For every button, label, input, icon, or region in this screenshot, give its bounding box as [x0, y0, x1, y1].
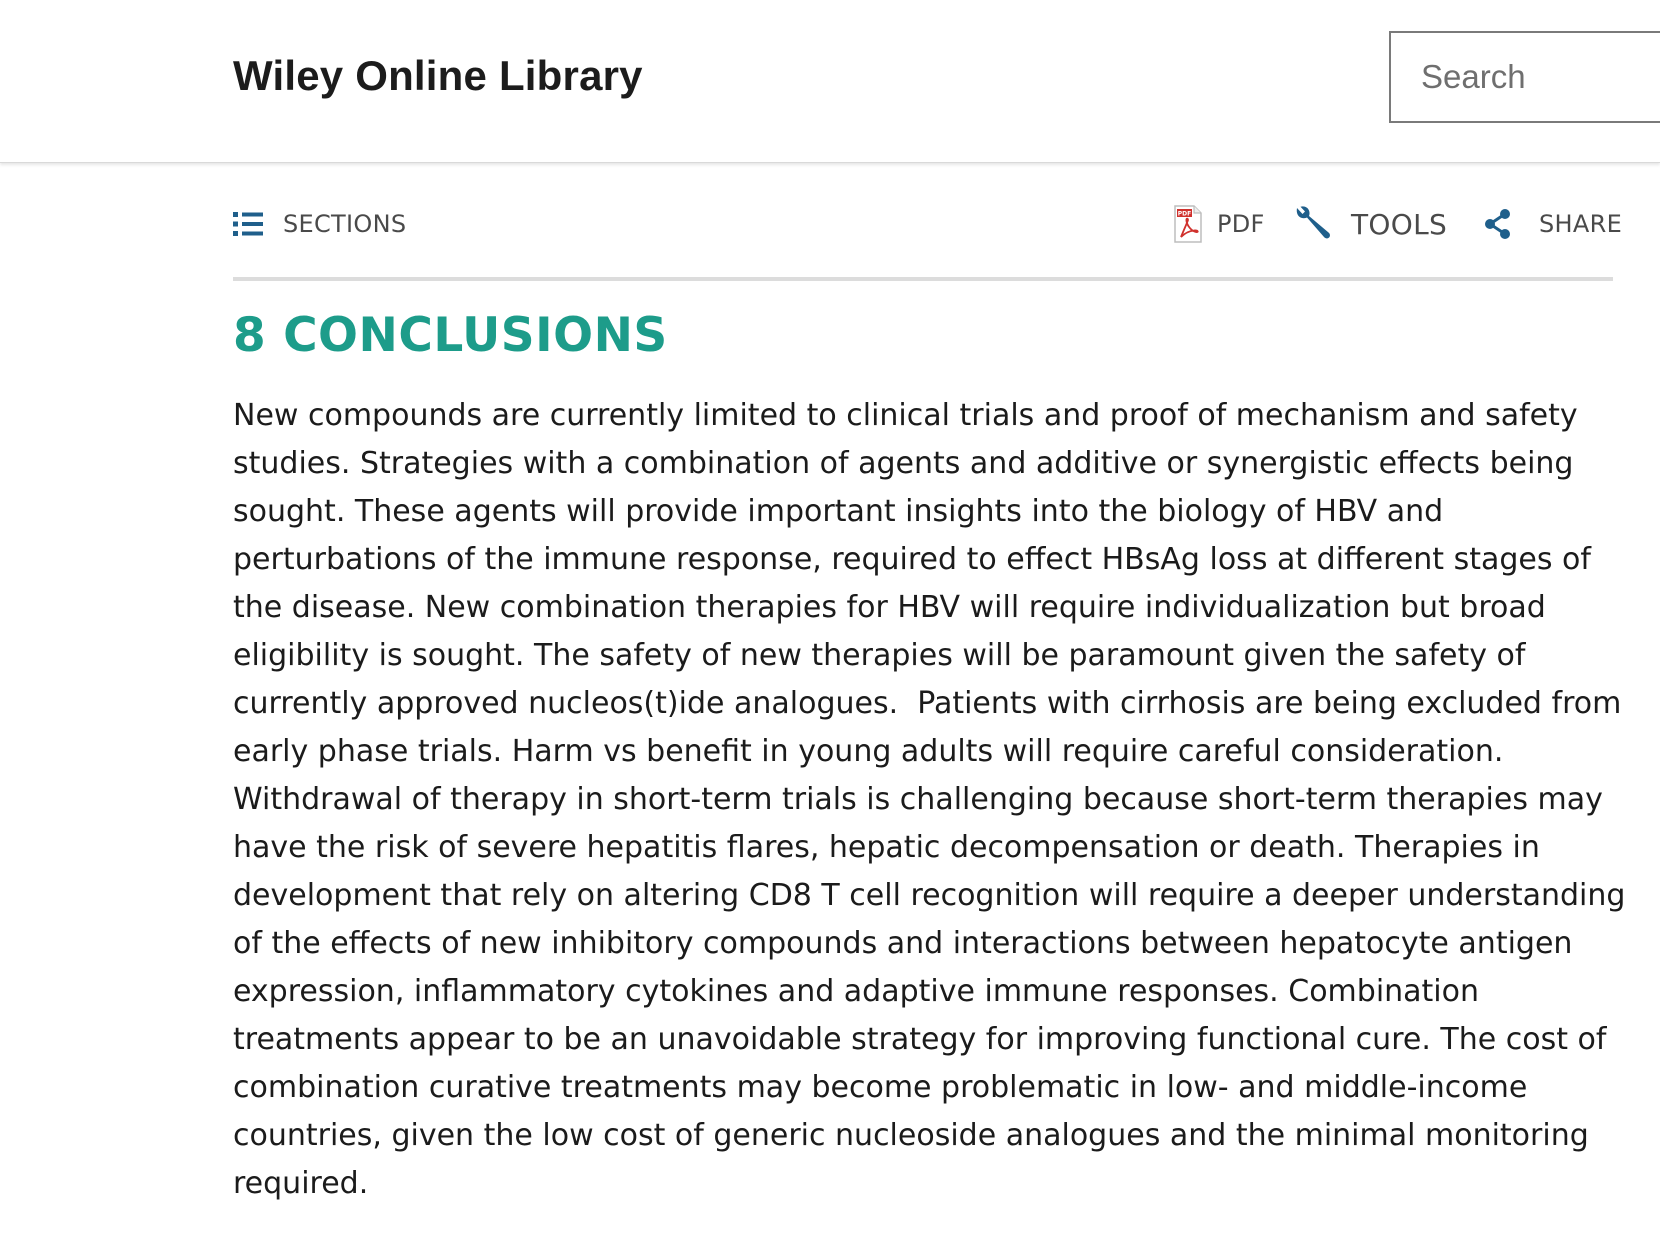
- paragraph-line: have the risk of severe hepatitis flares, hepatic decompensation or death. Therapies in: [233, 830, 1540, 865]
- paragraph-line: required.: [233, 1166, 369, 1201]
- wrench-icon: [1293, 204, 1333, 244]
- pdf-file-icon: [1173, 205, 1203, 243]
- toolbar-divider: [233, 277, 1613, 281]
- tools-button[interactable]: [1293, 200, 1447, 248]
- paragraph-line: Withdrawal of therapy in short-term trials is challenging because short-term therapies may: [233, 782, 1603, 817]
- tools-label: TOOLS: [1351, 207, 1448, 241]
- sections-button[interactable]: [233, 200, 406, 248]
- paragraph-line: development that rely on altering CD8 T cell recognition will require a deeper understanding: [233, 878, 1626, 913]
- paragraph-line: expression, inflammatory cytokines and adaptive immune responses. Combination: [233, 974, 1480, 1009]
- section-heading: 8 CONCLUSIONS: [233, 308, 668, 363]
- paragraph-line: studies. Strategies with a combination of agents and additive or synergistic effects being: [233, 446, 1574, 481]
- paragraph-line: of the effects of new inhibitory compounds and interactions between hepatocyte antigen: [233, 926, 1573, 961]
- paragraph-line: sought. These agents will provide important insights into the biology of HBV and: [233, 494, 1444, 529]
- paragraph-line: combination curative treatments may become problematic in low- and middle-income: [233, 1070, 1528, 1105]
- article-toolbar: [233, 200, 1623, 248]
- paragraph-line: currently approved nucleos(t)ide analogues. Patients with cirrhosis are being excluded from: [233, 686, 1622, 721]
- paragraph-line: perturbations of the immune response, required to effect HBsAg loss at different stages of: [233, 542, 1591, 577]
- share-button[interactable]: [1483, 200, 1622, 248]
- search-input[interactable]: [1391, 33, 1660, 121]
- svg-text:PDF: PDF: [1177, 210, 1192, 218]
- share-icon: [1483, 208, 1513, 240]
- paragraph-line: the disease. New combination therapies for HBV will require individualization but broad: [233, 590, 1546, 625]
- wiley-online-library-logo[interactable]: Wiley Online Library: [233, 52, 643, 99]
- share-label: SHARE: [1539, 210, 1623, 238]
- paragraph-line: treatments appear to be an unavoidable strategy for improving functional cure. The cost of: [233, 1022, 1607, 1057]
- conclusions-paragraph: [233, 392, 1633, 1208]
- site-header: [0, 0, 1660, 163]
- paragraph-line: early phase trials. Harm vs benefit in young adults will require careful consideration.: [233, 734, 1504, 769]
- pdf-button[interactable]: [1173, 200, 1265, 248]
- paragraph-line: New compounds are currently limited to clinical trials and proof of mechanism and safety: [233, 398, 1578, 433]
- list-icon: [233, 211, 263, 237]
- paragraph-line: countries, given the low cost of generic nucleoside analogues and the minimal monitoring: [233, 1118, 1589, 1153]
- search-box[interactable]: [1389, 31, 1660, 123]
- sections-label: SECTIONS: [283, 210, 407, 238]
- pdf-label: PDF: [1217, 210, 1265, 238]
- paragraph-line: eligibility is sought. The safety of new therapies will be paramount given the safety of: [233, 638, 1526, 673]
